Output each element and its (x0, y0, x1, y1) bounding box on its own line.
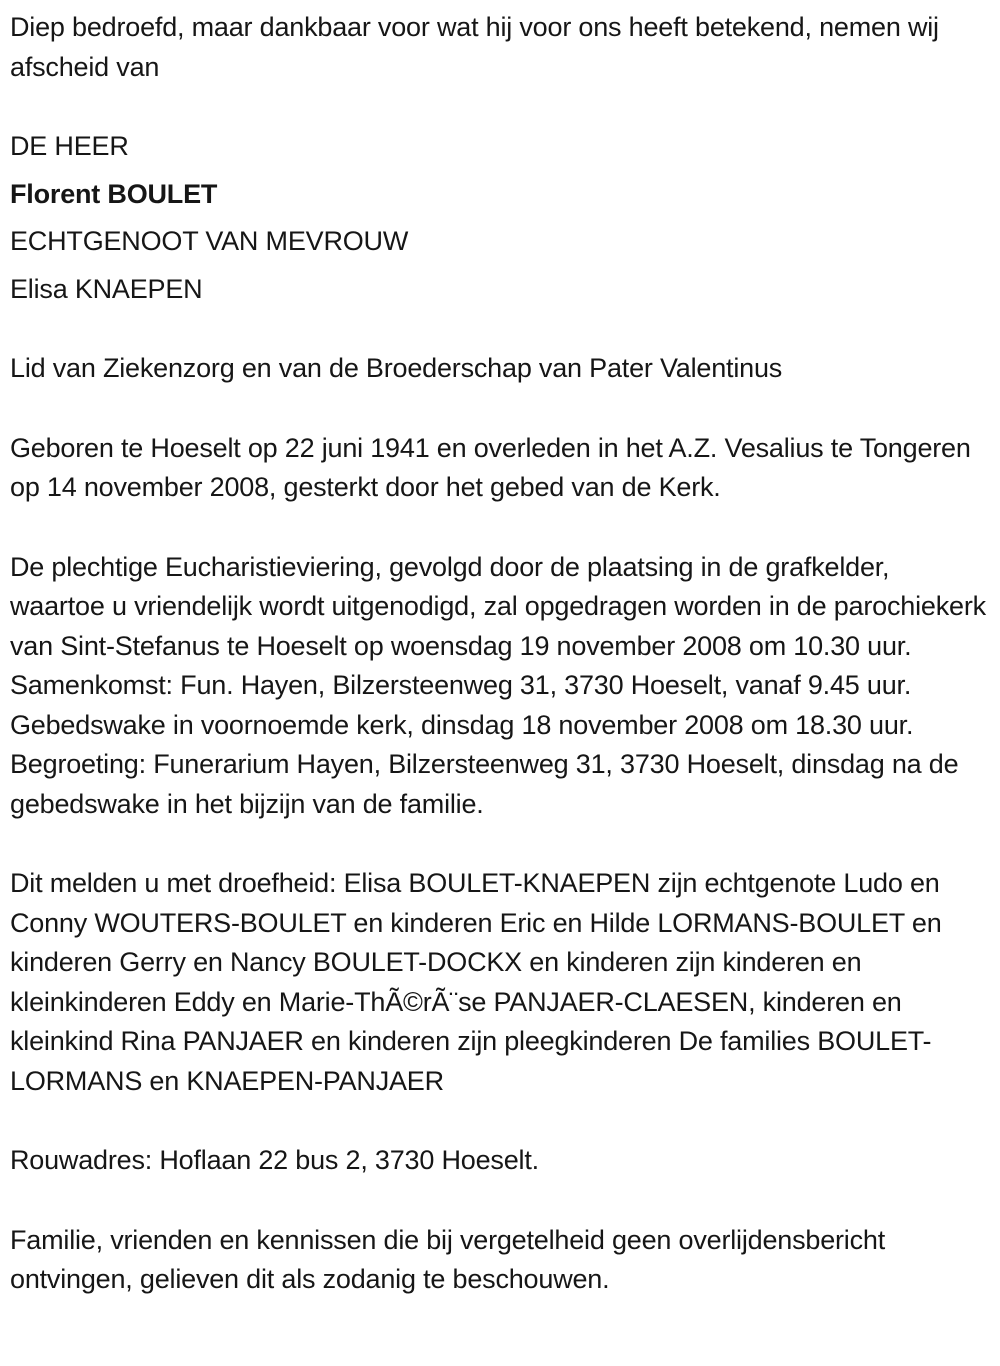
title-prefix: DE HEER (10, 131, 129, 161)
spouse-name: Elisa KNAEPEN (10, 273, 203, 304)
intro-text: Diep bedroefd, maar dankbaar voor wat hij voor ons heeft betekend, nemen wij afscheid van (10, 12, 939, 82)
service-details-text: De plechtige Eucharistieviering, gevolgd door de plaatsing in de grafkelder, waartoe u vriendelijk wordt uitgenodigd, zal opgedragen worden in de parochiekerk van Sint-Stefanus te Hoeselt op woensdag 19 november 2008 om 10.30 uur. Samenkomst: Fun. Hayen, Bilzersteenweg 31, 3730 Hoeselt, vanaf 9.45 uur. Gebedswake in voornoemde kerk, dinsdag 18 november 2008 om 18.30 uur. Begroeting: Funerarium Hayen, Bilzersteenweg 31, 3730 Hoeselt, dinsdag na de gebedswake in het bijzijn van de familie. (10, 551, 986, 819)
closing-notice-text: Familie, vrienden en kennissen die bij vergetelheid geen overlijdensbericht ontvingen, gelieven dit als zodanig te beschouwen. (10, 1224, 886, 1294)
family-announcement-text: Dit melden u met droefheid: Elisa BOULET-KNAEPEN zijn echtgenote Ludo en Conny WOUTERS-BOULET en kinderen Eric en Hilde LORMANS-BOULET en kinderen Gerry en Nancy BOULET-DOCKX en kinderen zijn kinderen en kleinkinderen Eddy en Marie-ThÃ©rÃ¨se PANJAER-CLAESEN, kinderen en kleinkind Rina PANJAER en kinderen zijn pleegkinderen De families BOULET-LORMANS en KNAEPEN-PANJAER (10, 868, 942, 1096)
birth-death-text: Geboren te Hoeselt op 22 juni 1941 en overleden in het A.Z. Vesalius te Tongeren op 14 november 2008, gesterkt door het gebed van de Kerk. (10, 432, 971, 502)
mourning-address-text: Rouwadres: Hoflaan 22 bus 2, 3730 Hoeselt. (10, 1145, 539, 1175)
membership-text: Lid van Ziekenzorg en van de Broederschap van Pater Valentinus (10, 353, 783, 383)
relation-line: ECHTGENOOT VAN MEVROUW (10, 226, 409, 256)
deceased-name: Florent BOULET (10, 178, 218, 209)
